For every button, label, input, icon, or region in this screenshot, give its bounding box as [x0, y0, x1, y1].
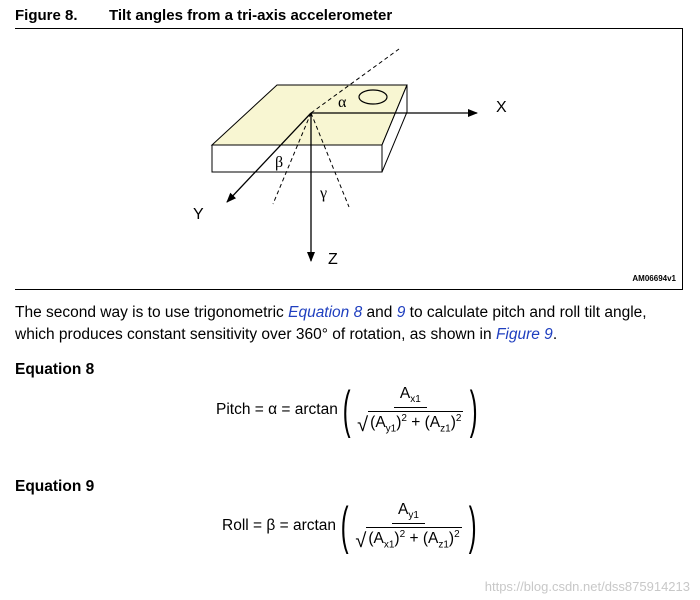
equation-8-denominator: [357, 408, 463, 434]
box-front-face: [212, 145, 382, 172]
equation-8-radicand: $(A_{y1})^2 + (A_{z1})^2$: [370, 413, 462, 435]
label-y: Y: [193, 206, 204, 223]
equation-8-fraction: [357, 385, 463, 434]
equation-9-radicand: $(A_{x1})^2 + (A_{z1})^2$: [368, 529, 460, 551]
left-paren: (: [340, 497, 349, 555]
equation-9-numerator: $A_{y1}$: [392, 501, 425, 524]
equation-9-heading: Equation 9: [15, 478, 95, 495]
label-gamma: γ: [320, 185, 328, 202]
equation-9-fraction: [355, 501, 461, 550]
link-equation-8[interactable]: Equation 8: [288, 304, 363, 321]
right-paren: ): [470, 381, 479, 439]
left-paren: (: [342, 381, 351, 439]
body-paragraph: [15, 302, 690, 346]
label-alpha: α: [338, 94, 347, 111]
figure-id: AM06694v1: [632, 274, 676, 283]
watermark: https://blog.csdn.net/dss875914213: [484, 579, 690, 594]
accelerometer-diagram: [15, 29, 683, 291]
equation-8: [216, 381, 483, 439]
figure-title: Tilt angles from a tri-axis accelerometer: [109, 7, 393, 24]
label-x: X: [496, 99, 507, 116]
sqrt-icon: √: [355, 529, 367, 552]
equation-9: [222, 497, 481, 555]
label-beta: β: [275, 154, 284, 171]
label-z: Z: [328, 251, 338, 268]
equation-8-heading: Equation 8: [15, 361, 95, 378]
sqrt-icon: √: [357, 413, 369, 436]
link-figure-9[interactable]: Figure 9: [495, 326, 553, 343]
equation-9-lhs: Roll = β = arctan: [222, 517, 337, 534]
equation-9-denominator: [355, 524, 461, 550]
figure-number: Figure 8.: [15, 7, 78, 24]
paragraph-text: The second way is to use trigonometric: [15, 304, 289, 321]
link-equation-9[interactable]: 9: [396, 304, 406, 321]
paragraph-text: to calculate pitch and roll tilt angle, which produces constant sensitivity over 360° of rotation, as shown in: [15, 304, 647, 343]
equation-8-lhs: Pitch = α = arctan: [216, 401, 338, 418]
paragraph-text: and: [362, 304, 397, 321]
figure-caption: [15, 7, 392, 24]
right-paren: ): [468, 497, 477, 555]
figure-box: [15, 28, 683, 290]
paragraph-text: .: [552, 326, 558, 343]
equation-8-numerator: $A_{x1}$: [394, 385, 427, 408]
